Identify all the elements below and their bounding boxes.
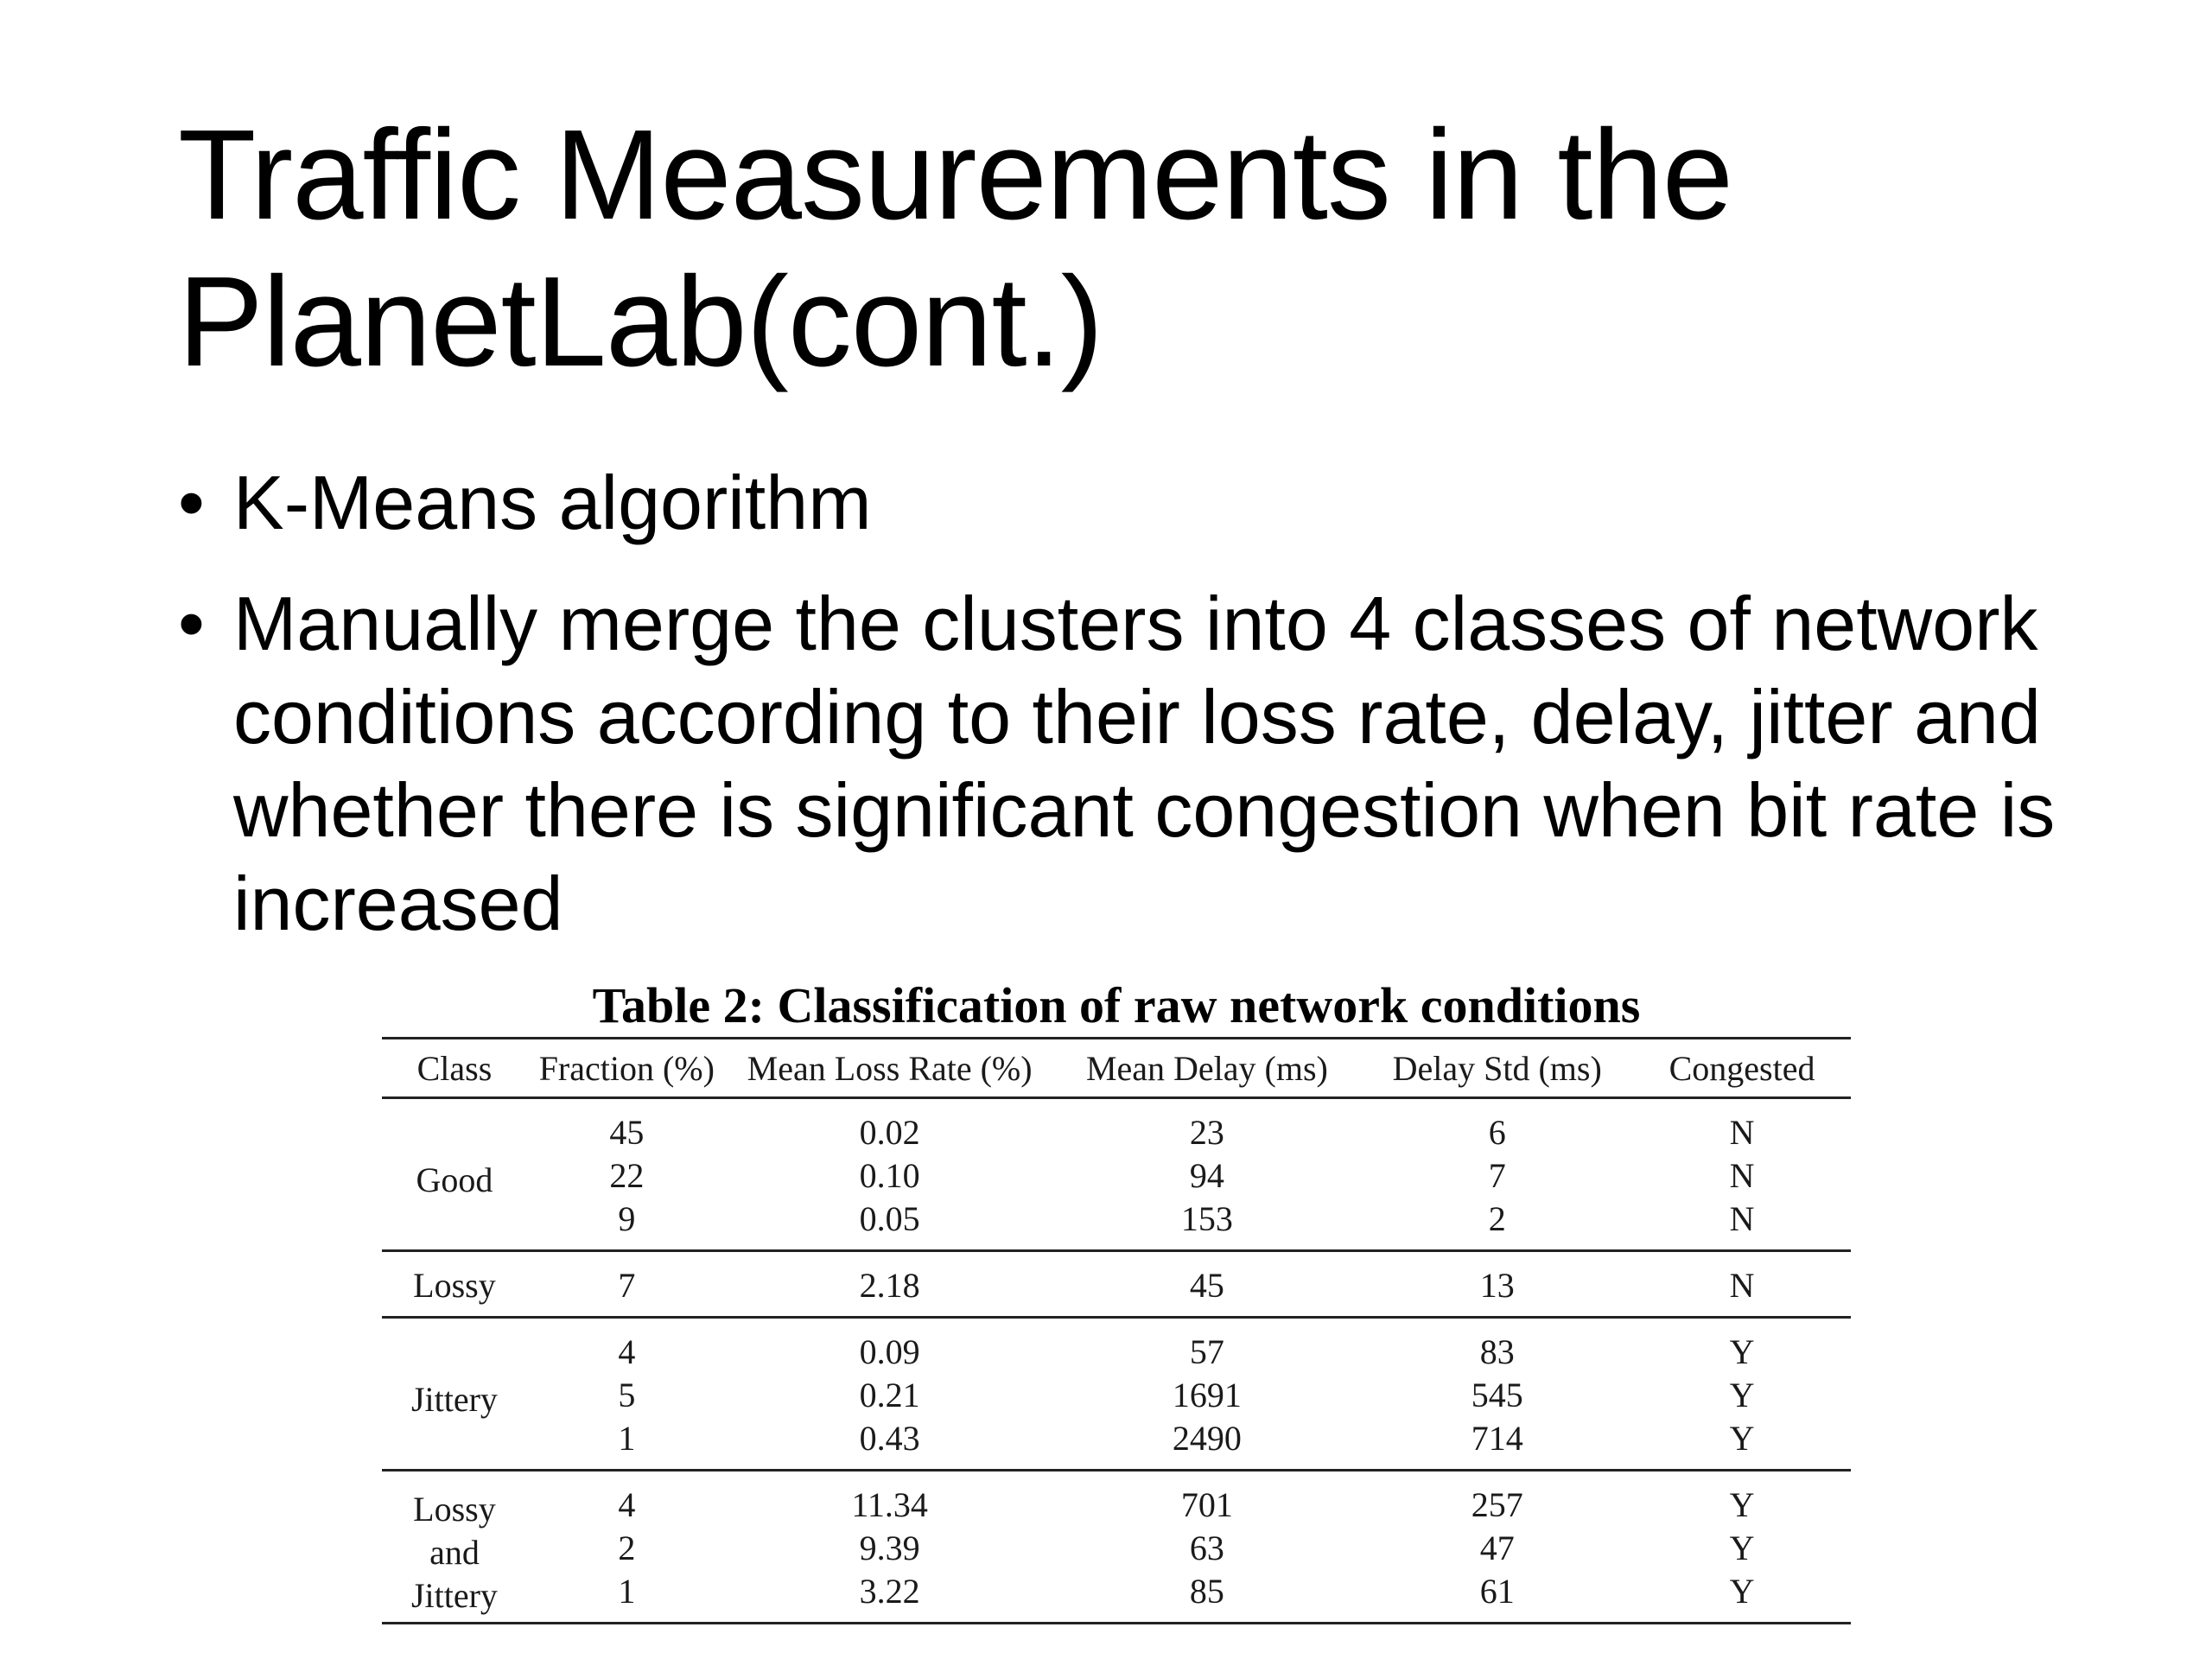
table-cell: N: [1729, 1199, 1755, 1238]
table-cell: 45: [1189, 1266, 1224, 1305]
table-row: [382, 1198, 1851, 1251]
table-cell: 0.05: [859, 1199, 920, 1238]
table-cell: 57: [1189, 1332, 1224, 1371]
table-group: [382, 1318, 1851, 1471]
table-cell: 11.34: [851, 1485, 928, 1524]
table-cell: 1: [618, 1419, 636, 1458]
table-cell: Y: [1729, 1376, 1755, 1414]
table-row: [382, 1098, 1851, 1155]
table-row: [382, 1527, 1851, 1570]
table-cell: 9: [618, 1199, 636, 1238]
column-header: Delay Std (ms): [1392, 1048, 1602, 1088]
table-cell: N: [1729, 1156, 1755, 1195]
class-cell: [382, 1318, 527, 1471]
table-cell: 257: [1471, 1485, 1523, 1524]
bullet-item: [178, 577, 2122, 950]
slide-title-line-1: Traffic Measurements in the: [178, 104, 1733, 246]
bullet-list: [178, 456, 2122, 978]
table-cell: 714: [1471, 1419, 1523, 1458]
table-cell: 9.39: [859, 1529, 920, 1567]
table-cell: 23: [1189, 1113, 1224, 1152]
bullet-dot-icon: •: [178, 581, 205, 666]
table-cell: Y: [1729, 1572, 1755, 1611]
table-cell: 2.18: [859, 1266, 920, 1305]
table-header-row: [382, 1039, 1851, 1098]
table-row: [382, 1374, 1851, 1417]
table-group: [382, 1471, 1851, 1624]
class-label: Lossy: [413, 1490, 496, 1529]
table-cell: 4: [618, 1485, 636, 1524]
class-cell: [382, 1251, 527, 1318]
bullet-text: K-Means algorithm: [233, 460, 872, 545]
table-cell: 94: [1189, 1156, 1224, 1195]
class-label: Good: [416, 1160, 493, 1199]
table-cell: 5: [618, 1376, 636, 1414]
table-cell: 6: [1488, 1113, 1506, 1152]
table-cell: 0.10: [859, 1156, 920, 1195]
table-cell: 1691: [1172, 1376, 1242, 1414]
class-cell: [382, 1098, 527, 1251]
table-cell: N: [1729, 1266, 1755, 1305]
table-cell: 0.21: [859, 1376, 920, 1414]
table-cell: 1: [618, 1572, 636, 1611]
class-label: Jittery: [410, 1576, 498, 1615]
table-cell: 2: [618, 1529, 636, 1567]
class-cell: [382, 1471, 527, 1624]
table-cell: 0.02: [859, 1113, 920, 1152]
table-cell: 61: [1479, 1572, 1515, 1611]
table-row: [382, 1318, 1851, 1375]
column-header: Congested: [1669, 1048, 1815, 1088]
table-cell: 45: [609, 1113, 645, 1152]
table-cell: Y: [1729, 1529, 1755, 1567]
table-cell: Y: [1729, 1419, 1755, 1458]
class-label: and: [429, 1533, 480, 1572]
table-cell: 22: [609, 1156, 645, 1195]
table-group: [382, 1251, 1851, 1318]
column-header: Mean Delay (ms): [1085, 1048, 1328, 1088]
table-cell: Y: [1729, 1332, 1755, 1371]
table-row: [382, 1251, 1851, 1318]
bullet-dot-icon: •: [178, 460, 205, 545]
table-cell: 153: [1180, 1199, 1233, 1238]
table-cell: 83: [1479, 1332, 1515, 1371]
slide-title-line-2: PlanetLab(cont.): [178, 251, 1103, 393]
bullet-text: Manually merge the clusters into 4 classes of network conditions according to their loss rate, delay, jitter and whether there is significant congestion when bit rate is increased: [233, 581, 2056, 946]
table-cell: 0.43: [859, 1419, 920, 1458]
table-cell: 13: [1479, 1266, 1515, 1305]
table-cell: 47: [1479, 1529, 1515, 1567]
table-cell: 4: [618, 1332, 636, 1371]
table-cell: 63: [1189, 1529, 1224, 1567]
table-row: [382, 1570, 1851, 1624]
classification-table: [382, 1037, 1851, 1624]
table-cell: 7: [618, 1266, 636, 1305]
table-row: [382, 1471, 1851, 1528]
class-label: Lossy: [413, 1266, 496, 1305]
table-cell: 2: [1488, 1199, 1506, 1238]
column-header: Fraction (%): [538, 1048, 715, 1088]
table-row: [382, 1154, 1851, 1198]
table-cell: 3.22: [859, 1572, 920, 1611]
table-row: [382, 1417, 1851, 1471]
table-group: [382, 1098, 1851, 1251]
table-cell: 701: [1180, 1485, 1233, 1524]
table-cell: 85: [1189, 1572, 1224, 1611]
column-header: Class: [416, 1048, 493, 1088]
table-cell: 0.09: [859, 1332, 920, 1371]
table-caption: Table 2: Classification of raw network conditions: [592, 977, 1641, 1033]
table-cell: N: [1729, 1113, 1755, 1152]
table-cell: Y: [1729, 1485, 1755, 1524]
table-cell: 2490: [1172, 1419, 1242, 1458]
class-label: Jittery: [410, 1380, 498, 1419]
slide-title: [178, 102, 2079, 396]
table-cell: 7: [1488, 1156, 1506, 1195]
column-header: Mean Loss Rate (%): [747, 1048, 1033, 1088]
bullet-item: [178, 456, 2122, 550]
table-cell: 545: [1471, 1376, 1523, 1414]
